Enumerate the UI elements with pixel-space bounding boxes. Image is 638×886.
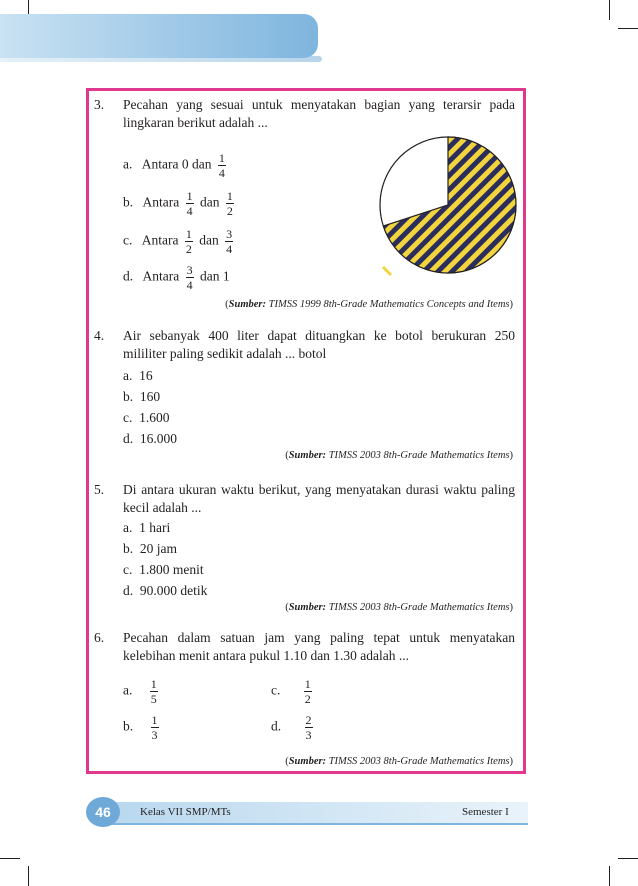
- header-banner: [0, 14, 318, 58]
- option-c[interactable]: c. 1.800 menit: [123, 562, 204, 577]
- option-d[interactable]: d. 90.000 detik: [123, 583, 208, 598]
- crop-mark: [609, 866, 610, 886]
- fraction: $\frac{1}{2}$: [226, 189, 233, 218]
- crop-mark: [0, 858, 20, 859]
- fraction: $\frac{3}{4}$: [186, 263, 193, 292]
- option-d[interactable]: d. Antara $\frac{3}{4}$ dan 1: [123, 263, 230, 292]
- question-number: 5.: [94, 482, 105, 497]
- question-number: 3.: [94, 97, 105, 112]
- option-a[interactable]: a. 16: [123, 368, 153, 383]
- option-b[interactable]: b. 160: [123, 389, 161, 404]
- question-3: [89, 91, 523, 311]
- option-d[interactable]: d. $\frac{2}{3}$: [271, 713, 312, 742]
- fraction: $\frac{1}{4}$: [186, 189, 193, 218]
- fraction: $\frac{1}{2}$: [185, 227, 192, 256]
- option-b[interactable]: b. 20 jam: [123, 541, 177, 556]
- source-citation: (Sumber: TIMSS 2003 8th-Grade Mathematics Items): [285, 756, 513, 767]
- question-text: Air sebanyak 400 liter dapat dituangkan ke botol berukuran 250 mililiter paling sedikit adalah ... botol: [123, 328, 515, 361]
- pie-tick: [383, 267, 391, 275]
- option-d[interactable]: d. 16.000: [123, 431, 177, 446]
- option-c[interactable]: c. $\frac{1}{2}$: [271, 677, 311, 706]
- crop-mark: [618, 858, 638, 859]
- question-number: 4.: [94, 328, 105, 343]
- option-c[interactable]: c. Antara $\frac{1}{2}$ dan $\frac{3}{4}$: [123, 227, 233, 256]
- hatched-pie-chart-icon: [373, 135, 523, 280]
- option-a[interactable]: a. 1 hari: [123, 520, 171, 535]
- footer-book-title: Kelas VII SMP/MTs: [140, 806, 231, 818]
- question-6: [89, 629, 523, 771]
- footer-semester: Semester I: [462, 806, 509, 818]
- option-a[interactable]: a. $\frac{1}{5}$: [123, 677, 157, 706]
- question-text: Pecahan dalam satuan jam yang paling tepat untuk menyatakan kelebihan menit antara pukul 1.10 dan 1.30 adalah ...: [123, 630, 515, 663]
- option-b[interactable]: b. $\frac{1}{3}$: [123, 713, 158, 742]
- crop-mark: [618, 28, 638, 29]
- option-c[interactable]: c. 1.600: [123, 410, 170, 425]
- source-citation: (Sumber: TIMSS 1999 8th-Grade Mathematics Concepts and Items): [225, 299, 513, 310]
- source-citation: (Sumber: TIMSS 2003 8th-Grade Mathematics Items): [285, 602, 513, 613]
- footer-divider: [98, 823, 528, 825]
- crop-mark: [28, 866, 29, 886]
- option-a[interactable]: a. Antara 0 dan $\frac{1}{4}$: [123, 151, 225, 180]
- crop-mark: [609, 0, 610, 20]
- fraction: $\frac{3}{4}$: [226, 227, 233, 256]
- question-text: Di antara ukuran waktu berikut, yang menyatakan durasi waktu paling kecil adalah ...: [123, 482, 515, 515]
- option-b[interactable]: b. Antara $\frac{1}{4}$ dan $\frac{1}{2}$: [123, 189, 233, 218]
- fraction: $\frac{1}{4}$: [218, 151, 225, 180]
- question-text: Pecahan yang sesuai untuk menyatakan bagian yang terarsir pada lingkaran berikut adalah ...: [123, 97, 515, 130]
- question-box: [86, 88, 526, 774]
- question-number: 6.: [94, 630, 105, 645]
- question-4: [89, 327, 523, 467]
- page-number-badge: 46: [86, 797, 120, 827]
- question-5: [89, 481, 523, 621]
- source-citation: (Sumber: TIMSS 2003 8th-Grade Mathematics Items): [285, 450, 513, 461]
